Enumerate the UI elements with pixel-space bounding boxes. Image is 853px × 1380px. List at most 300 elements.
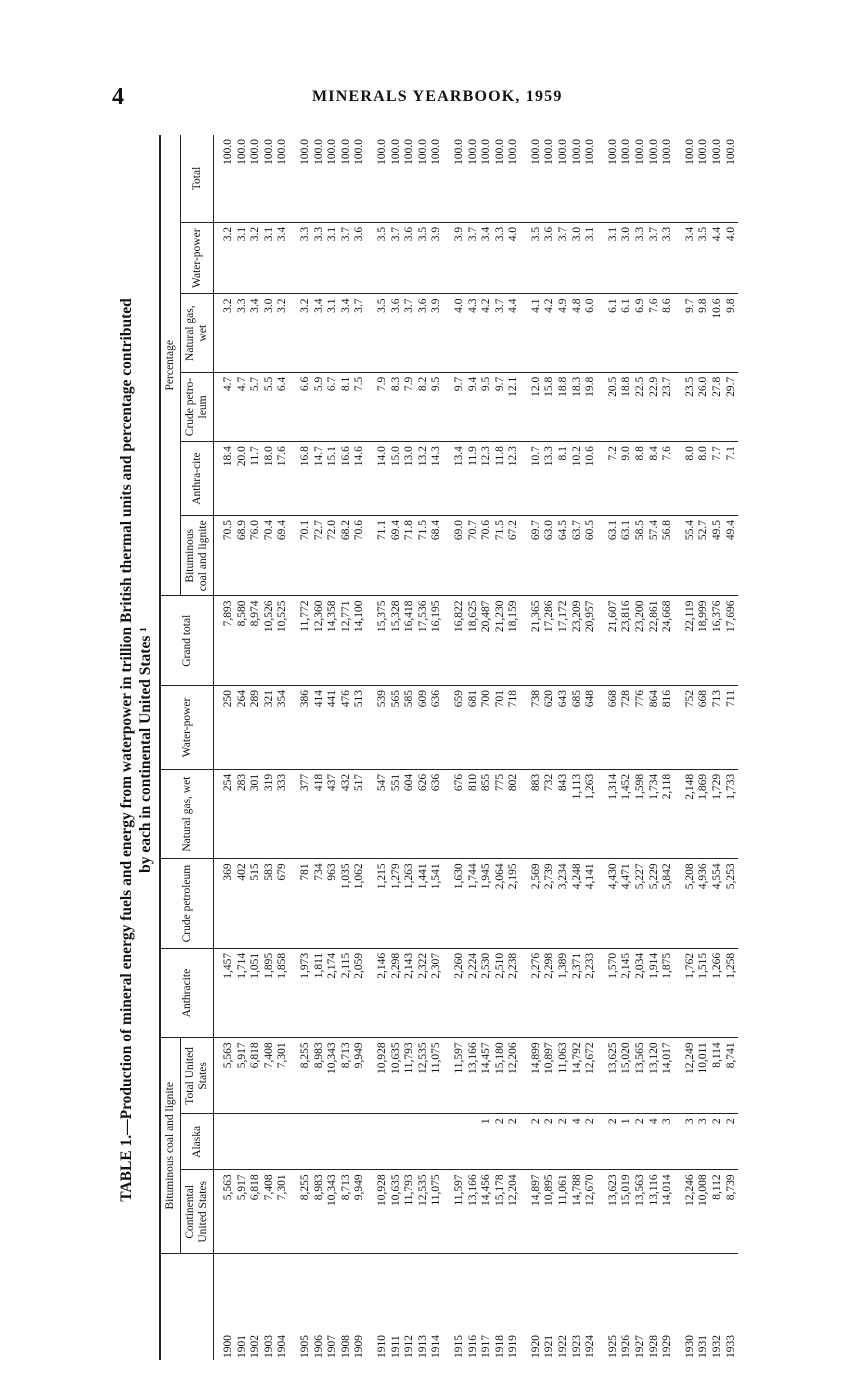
pct-anthracite-cell: 18.4: [214, 442, 236, 516]
year-cell: 1911: [389, 1335, 402, 1358]
pct-anthracite-header: Anthra-cite: [181, 442, 214, 516]
pct-anthracite-cell: 14.7: [313, 442, 327, 516]
pct-anthracite-cell: 20.0: [236, 442, 250, 516]
table-row: [494, 135, 508, 1360]
continental-cell: 8,739: [725, 1170, 739, 1254]
table-body: [214, 135, 739, 1360]
natural-gas-cell: 1,729: [711, 769, 725, 858]
spacer-cell: [598, 222, 607, 294]
year-cell: 1931: [697, 1335, 710, 1358]
alaska-header: Alaska: [181, 1114, 214, 1170]
natural-gas-cell: 1,263: [584, 769, 598, 858]
natural-gas-cell: 283: [236, 769, 250, 858]
natural-gas-cell: 1,598: [634, 769, 648, 858]
spacer-cell: [290, 859, 299, 948]
spacer-cell: [675, 372, 684, 441]
natural-gas-cell: 676: [453, 769, 467, 858]
anthracite-cell: 2,298: [543, 948, 557, 1037]
spacer-cell: [290, 1038, 299, 1114]
crude-cell: 2,569: [530, 859, 544, 948]
waterpower-cell: 816: [661, 685, 675, 769]
alaska-cell: 2: [584, 1114, 598, 1170]
pct-crude-cell: 29.7: [725, 372, 739, 441]
year-header: [160, 1254, 214, 1360]
pct-crude-cell: 23.7: [661, 372, 675, 441]
table-row: [557, 135, 571, 1360]
spacer-cell: [598, 948, 607, 1037]
spacer-cell: [598, 769, 607, 858]
pct-natural-gas-cell: 3.5: [376, 294, 390, 372]
pct-waterpower-cell: 3.2: [249, 222, 263, 294]
spacer-cell: [444, 1114, 453, 1170]
crude-cell: 5,253: [725, 859, 739, 948]
alaska-cell: [376, 1114, 390, 1170]
pct-anthracite-cell: 13.0: [403, 442, 417, 516]
pct-natural-gas-cell: 3.2: [299, 294, 313, 372]
year-cell: 1901: [235, 1335, 248, 1358]
pct-crude-cell: 6.4: [276, 372, 290, 441]
year-cell: 1908: [339, 1335, 352, 1358]
crude-cell: 1,279: [390, 859, 404, 948]
grand-total-cell: 18,625: [467, 596, 481, 685]
pct-bituminous-cell: 60.5: [584, 515, 598, 596]
spacer-cell: [444, 596, 453, 685]
pct-total-header: Total: [181, 135, 214, 222]
pct-natural-gas-cell: 3.0: [263, 294, 277, 372]
total-us-cell: 8,741: [725, 1038, 739, 1114]
natural-gas-cell: 547: [376, 769, 390, 858]
year-cell: 1913: [416, 1335, 429, 1358]
pct-waterpower-cell: 3.1: [263, 222, 277, 294]
anthracite-cell: 2,146: [376, 948, 390, 1037]
pct-natural-gas-cell: 4.0: [453, 294, 467, 372]
natural-gas-cell: 2,148: [684, 769, 698, 858]
pct-crude-cell: 8.3: [390, 372, 404, 441]
total-us-header: Total United States: [181, 1038, 214, 1114]
pct-total-cell: 100.0: [620, 135, 634, 222]
waterpower-cell: 539: [376, 685, 390, 769]
table-row: [543, 135, 557, 1360]
spacer-cell: [367, 1114, 376, 1170]
pct-waterpower-cell: 3.9: [453, 222, 467, 294]
alaska-cell: 3: [697, 1114, 711, 1170]
pct-total-cell: 100.0: [390, 135, 404, 222]
alaska-cell: 2: [725, 1114, 739, 1170]
table-row: [507, 135, 521, 1360]
alaska-cell: [467, 1114, 481, 1170]
table-row: [326, 135, 340, 1360]
waterpower-cell: 643: [557, 685, 571, 769]
grand-total-cell: 12,771: [340, 596, 354, 685]
anthracite-cell: 2,224: [467, 948, 481, 1037]
alaska-cell: 2: [607, 1114, 621, 1170]
pct-waterpower-cell: 3.3: [299, 222, 313, 294]
group-spacer: [444, 135, 453, 1360]
spacer-cell: [290, 294, 299, 372]
pct-natural-gas-cell: 10.6: [711, 294, 725, 372]
spacer-cell: [521, 294, 530, 372]
spacer-cell: [675, 859, 684, 948]
group-spacer: [290, 135, 299, 1360]
anthracite-cell: 2,174: [326, 948, 340, 1037]
continental-cell: 15,019: [620, 1170, 634, 1254]
pct-natural-gas-cell: 4.2: [480, 294, 494, 372]
pct-bituminous-cell: 72.7: [313, 515, 327, 596]
table-title: [117, 130, 155, 1370]
pct-total-cell: 100.0: [530, 135, 544, 222]
pct-natural-gas-cell: 3.4: [249, 294, 263, 372]
pct-crude-cell: 9.7: [494, 372, 508, 441]
spacer-cell: [521, 1038, 530, 1114]
natural-gas-header: Natural gas, wet: [160, 769, 214, 858]
spacer-cell: [675, 1170, 684, 1254]
year-cell: 1906: [312, 1335, 325, 1358]
pct-total-cell: 100.0: [236, 135, 250, 222]
continental-cell: 15,178: [494, 1170, 508, 1254]
anthracite-cell: 2,059: [353, 948, 367, 1037]
grand-total-cell: 14,358: [326, 596, 340, 685]
waterpower-cell: 264: [236, 685, 250, 769]
pct-anthracite-cell: 7.7: [711, 442, 725, 516]
total-us-cell: 12,249: [684, 1038, 698, 1114]
table-row: [313, 135, 327, 1360]
continental-us-header: Continental United States: [181, 1170, 214, 1254]
spacer-cell: [367, 1254, 376, 1360]
bituminous-group-header: Bituminous coal and lignite: [160, 1038, 181, 1254]
spacer-cell: [675, 222, 684, 294]
pct-crude-cell: 12.0: [530, 372, 544, 441]
pct-waterpower-cell: 3.1: [326, 222, 340, 294]
spacer-cell: [598, 442, 607, 516]
year-cell: 1925: [606, 1335, 619, 1358]
continental-cell: 11,597: [453, 1170, 467, 1254]
pct-waterpower-cell: 3.3: [661, 222, 675, 294]
natural-gas-cell: 604: [403, 769, 417, 858]
year-cell: 1924: [584, 1335, 597, 1358]
waterpower-cell: 289: [249, 685, 263, 769]
crude-cell: 1,441: [417, 859, 431, 948]
grand-total-cell: 16,822: [453, 596, 467, 685]
spacer-cell: [521, 596, 530, 685]
natural-gas-cell: 626: [417, 769, 431, 858]
pct-natural-gas-cell: 3.7: [494, 294, 508, 372]
continental-cell: 9,949: [353, 1170, 367, 1254]
pct-waterpower-cell: 3.7: [340, 222, 354, 294]
spacer-cell: [675, 515, 684, 596]
spacer-cell: [367, 515, 376, 596]
pct-waterpower-cell: 4.0: [507, 222, 521, 294]
grand-total-cell: 23,816: [620, 596, 634, 685]
pct-natural-gas-cell: 9.7: [684, 294, 698, 372]
spacer-cell: [290, 515, 299, 596]
table-row: [390, 135, 404, 1360]
grand-total-cell: 22,119: [684, 596, 698, 685]
year-cell: 1933: [724, 1335, 737, 1358]
anthracite-cell: 2,530: [480, 948, 494, 1037]
crude-cell: 4,936: [697, 859, 711, 948]
spacer-cell: [675, 294, 684, 372]
continental-cell: 11,075: [430, 1170, 444, 1254]
anthracite-cell: 2,298: [390, 948, 404, 1037]
spacer-cell: [598, 859, 607, 948]
crude-cell: 1,062: [353, 859, 367, 948]
pct-bituminous-cell: 57.4: [648, 515, 662, 596]
pct-anthracite-cell: 11.7: [249, 442, 263, 516]
spacer-cell: [521, 859, 530, 948]
grand-total-cell: 16,376: [711, 596, 725, 685]
alaska-cell: 2: [543, 1114, 557, 1170]
year-cell: 1921: [543, 1335, 556, 1358]
spacer-cell: [290, 372, 299, 441]
pct-bituminous-cell: 69.0: [453, 515, 467, 596]
pct-crude-cell: 5.9: [313, 372, 327, 441]
total-us-cell: 12,535: [417, 1038, 431, 1114]
pct-crude-cell: 6.6: [299, 372, 313, 441]
natural-gas-cell: 301: [249, 769, 263, 858]
table-row: [353, 135, 367, 1360]
waterpower-cell: 414: [313, 685, 327, 769]
table-block-inner: [115, 130, 775, 1370]
crude-cell: 1,945: [480, 859, 494, 948]
natural-gas-cell: 517: [353, 769, 367, 858]
alaska-cell: 1: [480, 1114, 494, 1170]
total-us-cell: 11,075: [430, 1038, 444, 1114]
pct-bituminous-cell: 67.2: [507, 515, 521, 596]
table-row: [236, 135, 250, 1360]
continental-cell: 8,983: [313, 1170, 327, 1254]
pct-waterpower-cell: 3.4: [276, 222, 290, 294]
pct-anthracite-cell: 15.0: [390, 442, 404, 516]
alaska-cell: [249, 1114, 263, 1170]
spacer-cell: [444, 948, 453, 1037]
natural-gas-cell: 1,452: [620, 769, 634, 858]
alaska-cell: [403, 1114, 417, 1170]
pct-waterpower-cell: 3.3: [634, 222, 648, 294]
continental-cell: 14,014: [661, 1170, 675, 1254]
grand-total-cell: 12,360: [313, 596, 327, 685]
continental-cell: 10,008: [697, 1170, 711, 1254]
table-title-line-1: TABLE 1.—Production of mineral energy fuels and energy from waterpower in trillion British thermal units and percentage contributed: [118, 298, 135, 1202]
anthracite-cell: 1,973: [299, 948, 313, 1037]
table-row: [634, 135, 648, 1360]
waterpower-cell: 441: [326, 685, 340, 769]
crude-cell: 4,471: [620, 859, 634, 948]
continental-cell: 13,116: [648, 1170, 662, 1254]
table-row: [607, 135, 621, 1360]
anthracite-cell: 2,233: [584, 948, 598, 1037]
crude-cell: 5,842: [661, 859, 675, 948]
grand-total-cell: 17,536: [417, 596, 431, 685]
total-us-cell: 7,301: [276, 1038, 290, 1114]
page-number: 4: [112, 84, 124, 110]
anthracite-cell: 1,811: [313, 948, 327, 1037]
pct-bituminous-cell: 58.5: [634, 515, 648, 596]
table-row: [467, 135, 481, 1360]
spacer-cell: [367, 1170, 376, 1254]
year-cell: 1915: [452, 1335, 465, 1358]
table-row: [480, 135, 494, 1360]
pct-crude-cell: 12.1: [507, 372, 521, 441]
spacer-cell: [675, 1038, 684, 1114]
pct-total-cell: 100.0: [214, 135, 236, 222]
group-spacer: [675, 135, 684, 1360]
pct-bituminous-cell: 63.7: [571, 515, 585, 596]
group-spacer: [598, 135, 607, 1360]
spacer-cell: [367, 372, 376, 441]
crude-cell: 2,064: [494, 859, 508, 948]
continental-cell: 11,793: [403, 1170, 417, 1254]
crude-cell: 369: [214, 859, 236, 948]
pct-crude-cell: 6.7: [326, 372, 340, 441]
pct-natural-gas-cell: 3.1: [326, 294, 340, 372]
pct-waterpower-cell: 3.1: [236, 222, 250, 294]
total-us-cell: 11,793: [403, 1038, 417, 1114]
crude-cell: 1,541: [430, 859, 444, 948]
pct-anthracite-cell: 15.1: [326, 442, 340, 516]
pct-total-cell: 100.0: [571, 135, 585, 222]
table-row: [571, 135, 585, 1360]
pct-waterpower-cell: 3.5: [376, 222, 390, 294]
spacer-cell: [290, 1114, 299, 1170]
pct-natural-gas-cell: 4.4: [507, 294, 521, 372]
natural-gas-cell: 732: [543, 769, 557, 858]
spacer-cell: [675, 769, 684, 858]
spacer-cell: [675, 1114, 684, 1170]
pct-waterpower-cell: 3.1: [607, 222, 621, 294]
waterpower-cell: 354: [276, 685, 290, 769]
rotated-table-block: [115, 130, 775, 1370]
pct-anthracite-cell: 12.3: [480, 442, 494, 516]
alaska-cell: [313, 1114, 327, 1170]
crude-cell: 4,141: [584, 859, 598, 948]
alaska-cell: [417, 1114, 431, 1170]
pct-total-cell: 100.0: [249, 135, 263, 222]
spacer-cell: [367, 769, 376, 858]
natural-gas-cell: 254: [214, 769, 236, 858]
total-us-cell: 15,020: [620, 1038, 634, 1114]
grand-total-cell: 23,209: [571, 596, 585, 685]
natural-gas-cell: 1,869: [697, 769, 711, 858]
spacer-cell: [521, 948, 530, 1037]
crude-cell: 1,215: [376, 859, 390, 948]
pct-waterpower-cell: 3.6: [543, 222, 557, 294]
year-cell: 1926: [620, 1335, 633, 1358]
pct-bituminous-cell: 70.7: [467, 515, 481, 596]
table-row: [430, 135, 444, 1360]
pct-natural-gas-cell: 4.9: [557, 294, 571, 372]
pct-bituminous-cell: 70.5: [214, 515, 236, 596]
alaska-cell: 2: [494, 1114, 508, 1170]
pct-bituminous-cell: 70.6: [353, 515, 367, 596]
spacer-cell: [598, 294, 607, 372]
spacer-cell: [290, 948, 299, 1037]
continental-cell: 10,635: [390, 1170, 404, 1254]
pct-crude-cell: 22.9: [648, 372, 662, 441]
pct-natural-gas-cell: 3.4: [313, 294, 327, 372]
pct-natural-gas-cell: 3.2: [214, 294, 236, 372]
total-us-cell: 5,917: [236, 1038, 250, 1114]
total-us-cell: 8,255: [299, 1038, 313, 1114]
pct-natural-gas-cell: 4.2: [543, 294, 557, 372]
spacer-cell: [598, 135, 607, 222]
waterpower-cell: 711: [725, 685, 739, 769]
year-cell: 1910: [375, 1335, 388, 1358]
pct-total-cell: 100.0: [430, 135, 444, 222]
total-us-cell: 13,120: [648, 1038, 662, 1114]
pct-total-cell: 100.0: [417, 135, 431, 222]
pct-waterpower-cell: 3.5: [530, 222, 544, 294]
waterpower-cell: 738: [530, 685, 544, 769]
pct-bituminous-cell: 68.9: [236, 515, 250, 596]
continental-cell: 14,456: [480, 1170, 494, 1254]
spacer-cell: [290, 222, 299, 294]
pct-crude-cell: 9.7: [453, 372, 467, 441]
alaska-cell: 2: [634, 1114, 648, 1170]
spacer-cell: [444, 1038, 453, 1114]
anthracite-cell: 1,858: [276, 948, 290, 1037]
pct-anthracite-cell: 8.4: [648, 442, 662, 516]
anthracite-cell: 2,276: [530, 948, 544, 1037]
grand-total-cell: 18,159: [507, 596, 521, 685]
pct-bituminous-cell: 69.4: [390, 515, 404, 596]
pct-anthracite-cell: 7.2: [607, 442, 621, 516]
table-title-line-2: by each in continental United States ¹: [137, 627, 154, 873]
alaska-cell: [236, 1114, 250, 1170]
grand-total-cell: 10,526: [263, 596, 277, 685]
pct-natural-gas-cell: 3.7: [353, 294, 367, 372]
grand-total-cell: 17,172: [557, 596, 571, 685]
pct-total-cell: 100.0: [326, 135, 340, 222]
spacer-cell: [521, 685, 530, 769]
waterpower-cell: 752: [684, 685, 698, 769]
natural-gas-cell: 843: [557, 769, 571, 858]
alaska-cell: 2: [557, 1114, 571, 1170]
pct-crude-cell: 4.7: [236, 372, 250, 441]
pct-anthracite-cell: 12.3: [507, 442, 521, 516]
spacer-cell: [598, 1170, 607, 1254]
continental-cell: 8,713: [340, 1170, 354, 1254]
pct-total-cell: 100.0: [584, 135, 598, 222]
pct-crude-cell: 19.8: [584, 372, 598, 441]
continental-cell: 10,343: [326, 1170, 340, 1254]
spacer-cell: [444, 685, 453, 769]
pct-bituminous-cell: 70.1: [299, 515, 313, 596]
pct-anthracite-cell: 11.8: [494, 442, 508, 516]
continental-cell: 11,061: [557, 1170, 571, 1254]
anthracite-cell: 2,145: [620, 948, 634, 1037]
grand-total-cell: 22,861: [648, 596, 662, 685]
grand-total-cell: 16,418: [403, 596, 417, 685]
spacer-cell: [367, 294, 376, 372]
pct-natural-gas-cell: 6.1: [607, 294, 621, 372]
spacer-cell: [521, 222, 530, 294]
pct-total-cell: 100.0: [376, 135, 390, 222]
waterpower-cell: 513: [353, 685, 367, 769]
total-us-cell: 15,180: [494, 1038, 508, 1114]
crude-cell: 4,554: [711, 859, 725, 948]
pct-natural-gas-cell: 6.1: [620, 294, 634, 372]
spacer-cell: [675, 685, 684, 769]
grand-total-cell: 14,100: [353, 596, 367, 685]
pct-crude-cell: 5.5: [263, 372, 277, 441]
pct-anthracite-cell: 16.8: [299, 442, 313, 516]
year-cell: 1928: [647, 1335, 660, 1358]
waterpower-cell: 701: [494, 685, 508, 769]
year-cell: 1902: [249, 1335, 262, 1358]
pct-waterpower-cell: 3.7: [467, 222, 481, 294]
year-cell: 1912: [403, 1335, 416, 1358]
energy-production-table: [159, 135, 738, 1360]
